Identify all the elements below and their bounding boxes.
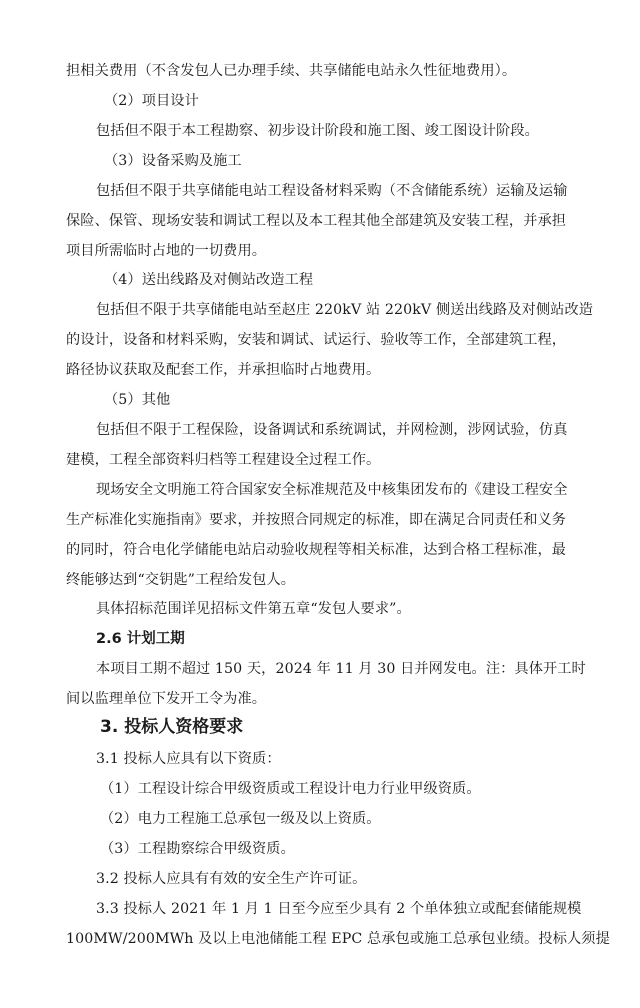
item-heading: （3）设备采购及施工 xyxy=(104,153,242,169)
list-item: （3）工程勘察综合甲级资质。 xyxy=(100,841,295,857)
item-heading: （5）其他 xyxy=(104,392,171,408)
paragraph-line: 项目所需临时占地的一切费用。 xyxy=(66,243,267,259)
paragraph-line: 包括但不限于共享储能电站工程设备材料采购（不含储能系统）运输及运输 xyxy=(96,183,568,199)
paragraph-line: 100MW/200MWh 及以上电池储能工程 EPC 总承包或施工总承包业绩。投标人须提 xyxy=(66,931,610,947)
paragraph-line: 包括但不限于本工程勘察、初步设计阶段和施工图、竣工图设计阶段。 xyxy=(96,123,539,139)
item-heading: （4）送出线路及对侧站改造工程 xyxy=(104,272,314,288)
paragraph-line: 现场安全文明施工符合国家安全标准规范及中核集团发布的《建设工程安全 xyxy=(96,482,568,498)
item-heading: （2）项目设计 xyxy=(104,93,199,109)
paragraph-line: 3.3 投标人 2021 年 1 月 1 日至今应至少具有 2 个单体独立或配套储能规模 xyxy=(96,901,582,917)
paragraph-line: 本项目工期不超过 150 天，2024 年 11 月 30 日并网发电。注：具体开工时 xyxy=(96,661,586,677)
paragraph-line: 具体招标范围详见招标文件第五章“发包人要求”。 xyxy=(96,601,411,617)
list-item: （2）电力工程施工总承包一级及以上资质。 xyxy=(100,811,381,827)
paragraph-line: 的设计，设备和材料采购，安装和调试、试运行、验收等工作，全部建筑工程， xyxy=(66,332,567,348)
paragraph-line: 的同时，符合电化学储能电站启动验收规程等相关标准，达到合格工程标准，最 xyxy=(66,542,567,558)
paragraph-line: 终能够达到“交钥匙”工程给发包人。 xyxy=(66,572,296,588)
paragraph-line: 包括但不限于共享储能电站至赵庄 220kV 站 220kV 侧送出线路及对侧站改造 xyxy=(96,302,594,318)
paragraph-line: 建模，工程全部资料归档等工程建设全过程工作。 xyxy=(66,452,381,468)
paragraph-line: 3.1 投标人应具有以下资质： xyxy=(96,751,281,767)
paragraph-line: 路径协议获取及配套工作，并承担临时占地费用。 xyxy=(66,362,381,378)
paragraph-line: 生产标准化实施指南》要求，并按照合同规定的标准，即在满足合同责任和义务 xyxy=(66,512,567,528)
paragraph-line: 保险、保管、现场安装和调试工程以及本工程其他全部建筑及安装工程，并承担 xyxy=(66,213,567,229)
section-heading: 2.6 计划工期 xyxy=(96,631,185,647)
paragraph-line: 间以监理单位下发开工令为准。 xyxy=(66,691,267,707)
paragraph-line: 3.2 投标人应具有有效的安全生产许可证。 xyxy=(96,871,367,887)
paragraph-line: 担相关费用（不含发包人已办理手续、共享储能电站永久性征地费用）。 xyxy=(66,63,517,79)
list-item: （1）工程设计综合甲级资质或工程设计电力行业甲级资质。 xyxy=(100,781,481,797)
chapter-heading: 3. 投标人资格要求 xyxy=(100,717,244,737)
paragraph-line: 包括但不限于工程保险，设备调试和系统调试，并网检测，涉网试验，仿真 xyxy=(96,422,568,438)
